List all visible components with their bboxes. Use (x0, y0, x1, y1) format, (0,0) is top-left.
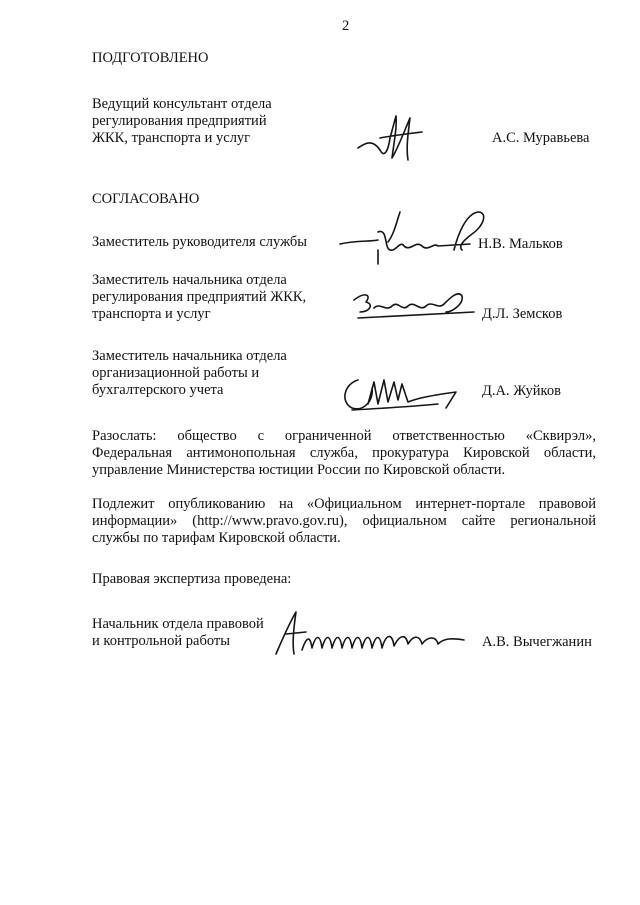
prepared-name: А.С. Муравьева (492, 130, 590, 146)
position-line: Заместитель начальника отдела (92, 272, 287, 288)
agreed-heading: СОГЛАСОВАНО (92, 191, 200, 207)
signer-position-malkov (92, 234, 307, 251)
signature-zhuykov (338, 370, 468, 420)
signer-position-zemskov (92, 272, 306, 323)
signer-name-malkov: Н.В. Мальков (478, 236, 563, 252)
position-line: регулирования предприятий (92, 113, 267, 129)
signature-zemskov (350, 282, 480, 332)
position-line: Заместитель руководителя службы (92, 234, 308, 250)
paragraph-line: информации» (http://www.pravo.gov.ru), официальном сайте региональной (92, 513, 596, 529)
position-line: транспорта и услуг (92, 306, 211, 322)
position-line: Ведущий консультант отдела (92, 96, 272, 112)
signature-muravyeva (350, 108, 430, 168)
prepared-heading: ПОДГОТОВЛЕНО (92, 50, 209, 66)
signer-name-zemskov: Д.Л. Земсков (482, 306, 563, 322)
legal-review-position (92, 616, 264, 650)
page-number: 2 (342, 18, 350, 34)
paragraph-line: Разослать: общество с ограниченной ответственностью «Сквирэл», (92, 428, 596, 444)
distribution-paragraph (92, 428, 596, 479)
signature-malkov (338, 204, 488, 274)
position-line: ЖКК, транспорта и услуг (92, 130, 251, 146)
signer-name-zhuykov: Д.А. Жуйков (482, 383, 561, 399)
position-line: бухгалтерского учета (92, 382, 224, 398)
position-line: Начальник отдела правовой (92, 616, 264, 632)
paragraph-line: службы по тарифам Кировской области. (92, 530, 341, 546)
position-line: Заместитель начальника отдела (92, 348, 287, 364)
signer-position-zhuykov (92, 348, 287, 399)
position-line: организационной работы и (92, 365, 260, 381)
legal-review-statement: Правовая экспертиза проведена: (92, 571, 292, 587)
paragraph-line: Федеральная антимонопольная служба, прокуратура Кировской области, (92, 445, 596, 461)
position-line: и контрольной работы (92, 633, 230, 649)
signature-vychegzhanin (272, 604, 472, 660)
legal-review-name: А.В. Вычегжанин (482, 634, 592, 650)
prepared-position (92, 96, 272, 147)
paragraph-line: управление Министерства юстиции России по Кировской области. (92, 462, 506, 478)
publication-paragraph (92, 496, 596, 547)
position-line: регулирования предприятий ЖКК, (92, 289, 307, 305)
paragraph-line: Подлежит опубликованию на «Официальном интернет-портале правовой (92, 496, 596, 512)
